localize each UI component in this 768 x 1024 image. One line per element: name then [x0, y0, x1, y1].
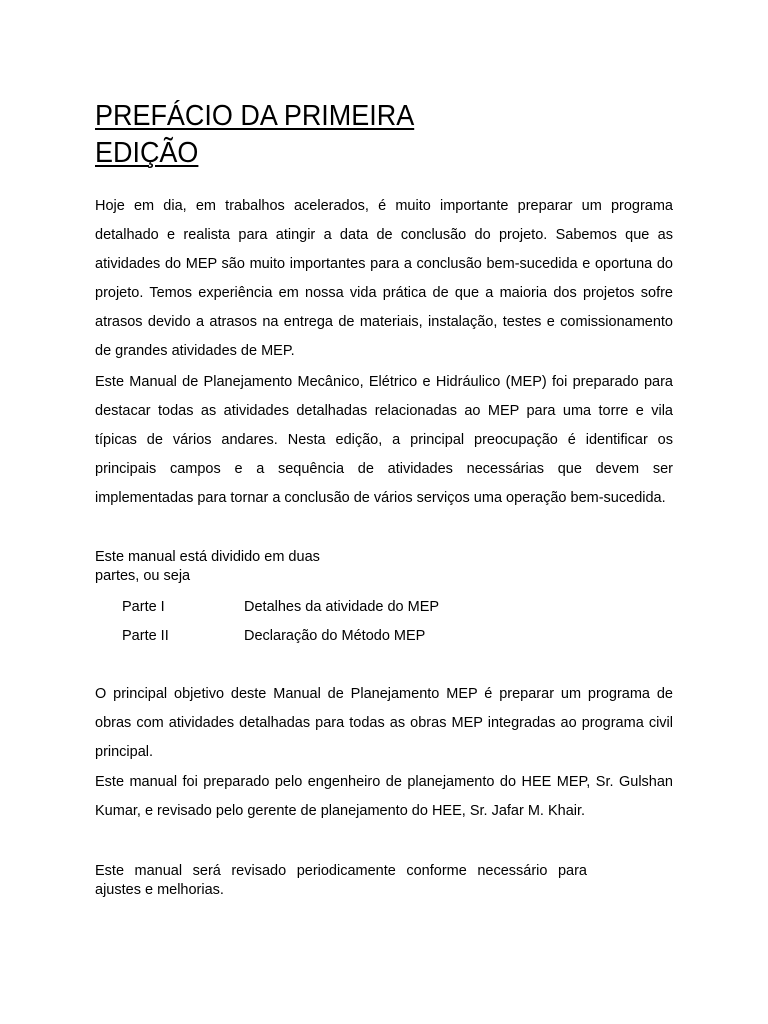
part-row: [122, 597, 439, 617]
paragraph-main-objective: O principal objetivo deste Manual de Planejamento MEP é preparar um programa de obras com atividades detalhadas para todas as obras MEP integradas ao programa civil principal.: [95, 686, 673, 760]
part-description: Declaração do Método MEP: [244, 628, 426, 644]
part-label: Parte II: [122, 628, 169, 644]
paragraph-manual-purpose: Este Manual de Planejamento Mecânico, Elétrico e Hidráulico (MEP) foi preparado para destacar todas as atividades detalhadas relacionadas ao MEP para uma torre e vila típicas de vários andares. Nesta edição, a principal preocupação é identificar os principais campos e a sequência de atividades necessárias que devem ser implementadas para tornar a conclusão de vários serviços uma operação bem-sucedida.: [95, 374, 673, 506]
paragraph-parts-intro: Este manual está dividido em duas partes, ou seja: [95, 549, 320, 584]
paragraph-revision-note: Este manual será revisado periodicamente conforme necessário para ajustes e melhorias.: [95, 863, 587, 898]
part-label: Parte I: [122, 599, 165, 615]
paragraph-intro: Hoje em dia, em trabalhos acelerados, é muito importante preparar um programa detalhado e realista para atingir a data de conclusão do projeto. Sabemos que as atividades do MEP são muito importantes para a conclusão bem-sucedida e oportuna do projeto. Temos experiência em nossa vida prática de que a maioria dos projetos sofre atrasos devido a atrasos na entrega de materiais, instalação, testes e comissionamento de grandes atividades de MEP.: [95, 198, 673, 359]
page-title: [95, 98, 414, 172]
part-row: [122, 626, 425, 646]
title-line-2: EDIÇÃO: [95, 137, 199, 169]
paragraph-authors: Este manual foi preparado pelo engenheiro de planejamento do HEE MEP, Sr. Gulshan Kumar, e revisado pelo gerente de planejamento do HEE, Sr. Jafar M. Khair.: [95, 774, 673, 819]
part-description: Detalhes da atividade do MEP: [244, 599, 440, 615]
title-line-1: PREFÁCIO DA PRIMEIRA: [95, 100, 415, 132]
